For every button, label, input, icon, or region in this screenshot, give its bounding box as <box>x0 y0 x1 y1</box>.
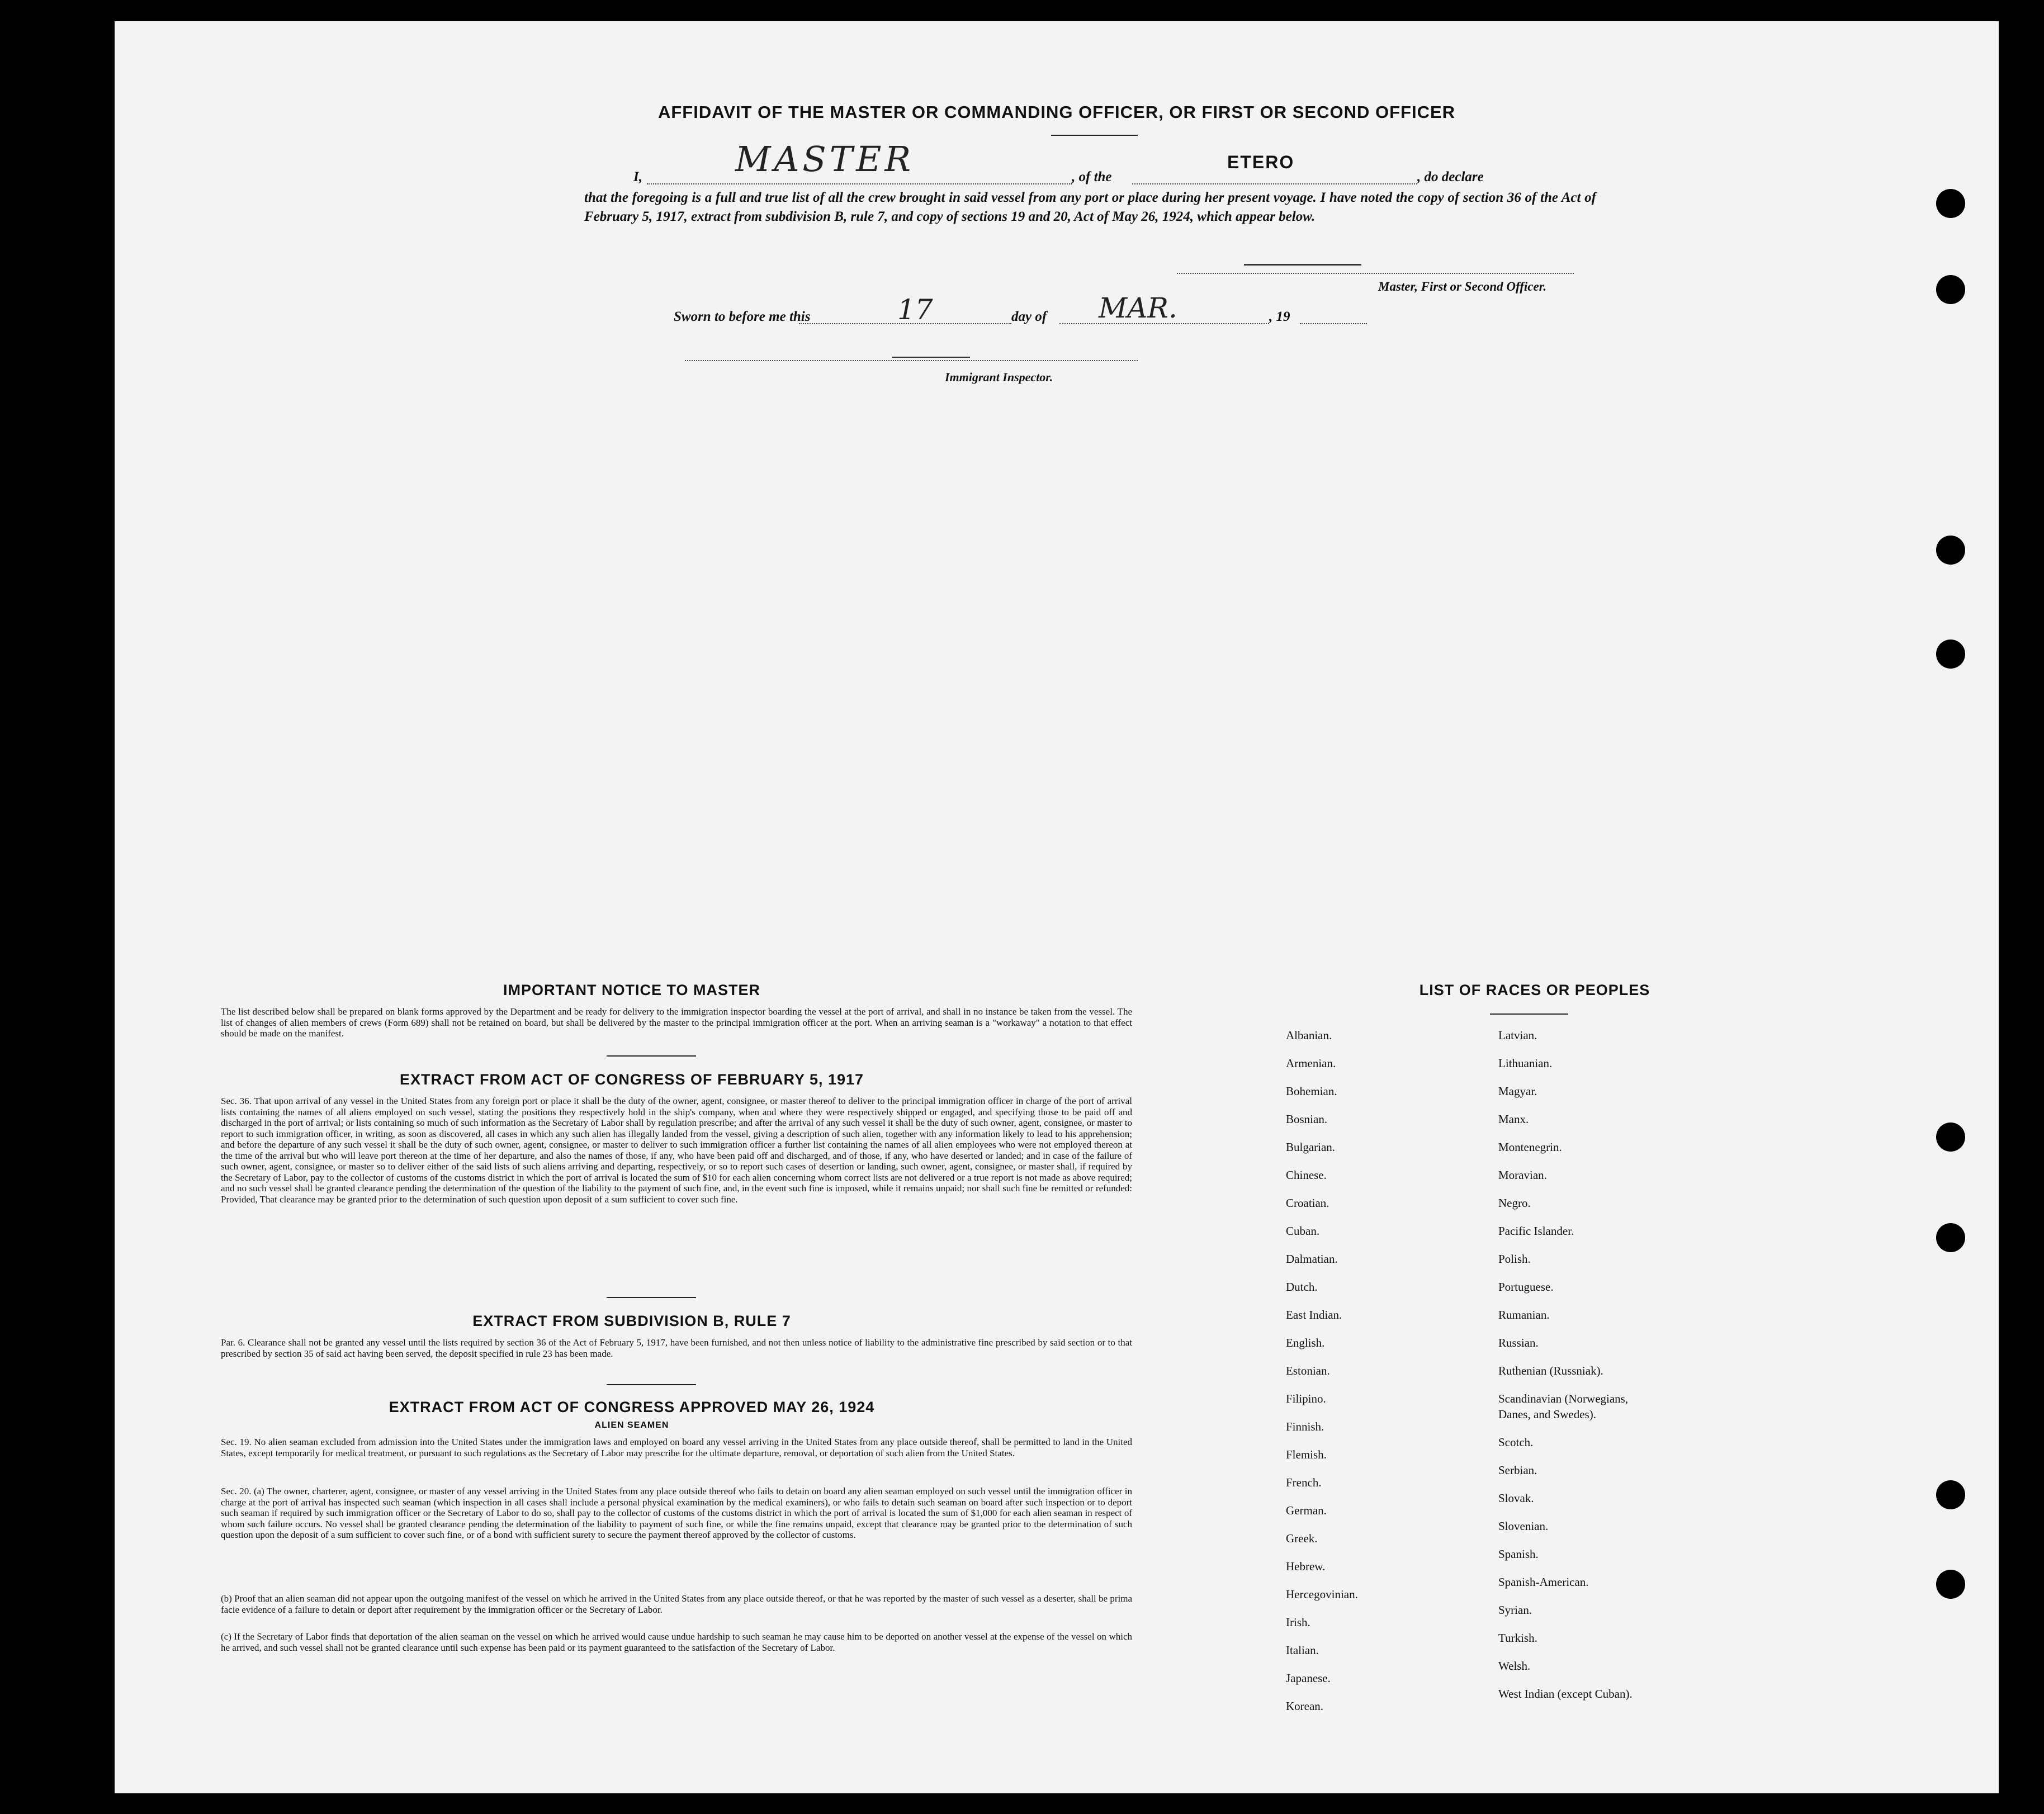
race-item: Welsh. <box>1498 1659 1531 1673</box>
signature-caption: Master, First or Second Officer. <box>1378 280 1547 293</box>
race-item: German. <box>1286 1504 1327 1517</box>
binder-hole <box>1936 275 1965 304</box>
race-item: Croatian. <box>1286 1196 1329 1210</box>
race-item: Negro. <box>1498 1196 1531 1210</box>
section-divider <box>607 1055 696 1057</box>
handwritten-declarant: MASTER <box>735 139 915 179</box>
notice-text: The list described below shall be prepared on blank forms approved by the Department and be ready for delivery to the immigration inspector boarding the vessel at the port of arrival, and shall in no instance be taken from the vessel. The list of changes of alien members of crews (Form 689) shall not be retained on board, but shall be delivered by the master to the principal immigration officer at the port. When an arriving seaman is a "workaway" a notation to that effect should be made on the manifest. <box>221 1006 1132 1039</box>
race-item: Syrian. <box>1498 1603 1532 1617</box>
vessel-stamp: ETERO <box>1227 152 1295 172</box>
officer-signature <box>1244 264 1361 266</box>
race-item: Bohemian. <box>1286 1084 1337 1098</box>
race-item: Turkish. <box>1498 1631 1537 1645</box>
extract-rule7-title: EXTRACT FROM SUBDIVISION B, RULE 7 <box>472 1313 791 1329</box>
race-item: Armenian. <box>1286 1057 1336 1070</box>
vessel-name-line <box>1132 183 1417 184</box>
race-item: Albanian. <box>1286 1029 1332 1042</box>
binder-hole <box>1936 1570 1965 1599</box>
sworn-prefix: Sworn to before me this <box>674 309 811 324</box>
binder-hole <box>1936 1223 1965 1252</box>
race-item: Slovak. <box>1498 1491 1534 1505</box>
binder-hole <box>1936 536 1965 565</box>
race-item: Ruthenian (Russniak). <box>1498 1364 1603 1377</box>
race-item: Lithuanian. <box>1498 1057 1553 1070</box>
race-item: Irish. <box>1286 1616 1310 1629</box>
race-item: Spanish. <box>1498 1547 1539 1561</box>
extract-1924-subtitle: ALIEN SEAMEN <box>594 1420 669 1430</box>
race-item: Rumanian. <box>1498 1308 1550 1322</box>
declaration-body: that the foregoing is a full and true list of all the crew brought in said vessel from any port or place during her present voyage. I have noted the copy of section 36 of the Act of February 5, 1917, extract from subdivision B, rule 7, and copy of sections 19 and 20, Act of May 26, 1924, which appear below. <box>584 190 1596 224</box>
race-item: Korean. <box>1286 1699 1324 1713</box>
race-item: East Indian. <box>1286 1308 1342 1322</box>
declare-suffix: , do declare <box>1417 169 1484 184</box>
race-item: English. <box>1286 1336 1325 1349</box>
race-item: Spanish-American. <box>1498 1575 1589 1589</box>
sworn-year-line <box>1300 323 1367 324</box>
race-item: Dutch. <box>1286 1280 1318 1294</box>
extract-rule7-text: Par. 6. Clearance shall not be granted any vessel until the lists required by section 36 of the Act of February 5, 1917, have been furnished, and not then unless notice of liability to the administrative fine prescribed by said section or to that prescribed by section 35 of said act having been served, the deposit specified in rule 23 has been made. <box>221 1337 1132 1359</box>
races-divider <box>1490 1013 1568 1015</box>
title-divider <box>1051 135 1138 136</box>
extract-1917-text: Sec. 36. That upon arrival of any vessel in the United States from any foreign port or place it shall be the duty of the owner, agent, consignee, or master thereof to deliver to the principal immigration officer in charge of the port of arrival lists containing the names of all aliens employed on such vessel, stating the positions they respectively hold in the ship's company, when and where they were respectively shipped or engaged, and specifying those to be paid off and discharged in the port of arrival; or lists containing so much of such information as the Secretary of Labor shall by regulation prescribe; and after the arrival of any such vessel it shall be the duty of such owner, agent, consignee, or master to report to such immigration officer, in writing, as soon as discovered, all cases in which any such alien has illegally landed from the vessel, giving a description of such alien, together with any information likely to lead to his apprehension; and before the departure of any such vessel it shall be the duty of such owner, agent, consignee, or master to deliver to such immigration officer a further list containing the names of all alien employees who were not employed thereon at the time of the arrival but who will leave port thereon at the time of her departure, and also the names of those, if any, who have been paid off and discharged, and of those, if any, who have deserted or landed; and in case of the failure of such owner, agent, consignee, or master so to deliver either of the said lists of such aliens arriving and departing, respectively, or so to report such cases of desertion or landing, such owner, agent, consignee, or master shall, if required by the Secretary of Labor, pay to the collector of customs of the customs district in which the port of arrival is located the sum of $10 for each alien concerning whom correct lists are not delivered or a true report is not made as above required; and no such vessel shall be granted clearance pending the determination of the question of the liability to the payment of such fine, and, in the event such fine is imposed, while it remains unpaid; nor shall such fine be remitted or refunded: Provided, That clearance may be granted prior to the determination of such question upon deposit of a sum sufficient to cover such fine. <box>221 1096 1132 1205</box>
extract-1924-sec20b: (b) Proof that an alien seaman did not appear upon the outgoing manifest of the vessel on which he arrived in the United States from any place outside thereof, or that he was reported by the master of such vessel as a deserter, shall be prima facie evidence of a failure to detain or deport after requirement by the immigration officer or the Secretary of Labor. <box>221 1593 1132 1615</box>
races-title: LIST OF RACES OR PEOPLES <box>1419 982 1650 998</box>
inspector-signature <box>892 357 970 358</box>
binder-hole <box>1936 189 1965 218</box>
inspector-line <box>685 360 1138 361</box>
race-item: Finnish. <box>1286 1420 1324 1433</box>
affidavit-title: AFFIDAVIT OF THE MASTER OR COMMANDING OFFICER, OR FIRST OR SECOND OFFICER <box>657 102 1456 122</box>
section-divider <box>607 1384 696 1385</box>
race-item: Scandinavian (Norwegians, Danes, and Swedes). <box>1498 1392 1629 1421</box>
race-item: Estonian. <box>1286 1364 1330 1377</box>
binder-hole <box>1936 1480 1965 1509</box>
year-label: , 19 <box>1269 309 1290 324</box>
race-item: Pacific Islander. <box>1498 1224 1574 1238</box>
race-item: Dalmatian. <box>1286 1252 1338 1266</box>
race-item: Cuban. <box>1286 1224 1320 1238</box>
race-item: Slovenian. <box>1498 1519 1549 1533</box>
race-item: Polish. <box>1498 1252 1531 1266</box>
declarant-name-line <box>647 183 1072 184</box>
binder-hole <box>1936 640 1965 669</box>
extract-1917-title: EXTRACT FROM ACT OF CONGRESS OF FEBRUARY 5, 1917 <box>399 1071 864 1088</box>
handwritten-day: 17 <box>897 293 933 326</box>
race-item: Chinese. <box>1286 1168 1327 1182</box>
race-item: Portuguese. <box>1498 1280 1554 1294</box>
race-item: Moravian. <box>1498 1168 1547 1182</box>
race-item: Bosnian. <box>1286 1112 1328 1126</box>
extract-1924-title: EXTRACT FROM ACT OF CONGRESS APPROVED MAY 26, 1924 <box>389 1399 875 1415</box>
race-item: Hercegovinian. <box>1286 1588 1358 1601</box>
race-item: Latvian. <box>1498 1029 1537 1042</box>
extract-1924-sec20a: Sec. 20. (a) The owner, charterer, agent, consignee, or master of any vessel arriving in the United States from any place outside thereof who fails to detain on board any alien seaman employed on such vessel until the immigration officer in charge at the port of arrival has inspected such seaman (which inspection in all cases shall include a personal physical examination by the medical examiners), or who fails to detain such seaman on board after such inspection or to deport such seaman if required by such immigration officer or the Secretary of Labor to do so, shall pay to the collector of customs of the customs district in which the port of arrival is located the sum of $1,000 for each alien seaman in respect of whom such failure occurs. No vessel shall be granted clearance pending the determination of the liability to payment of such fine, or while the fine remains unpaid, except that clearance may be granted prior to the determination of such question upon the deposit of a sum sufficient to cover such fine, or of a bond with sufficient surety to secure the payment thereof approved by the collector of customs. <box>221 1486 1132 1540</box>
race-item: Hebrew. <box>1286 1560 1326 1573</box>
race-item: Japanese. <box>1286 1671 1331 1685</box>
signature-line <box>1177 273 1574 274</box>
race-item: Scotch. <box>1498 1436 1534 1449</box>
inspector-caption: Immigrant Inspector. <box>945 370 1053 384</box>
document-sheet <box>115 21 1999 1793</box>
day-of-label: day of <box>1011 309 1047 324</box>
race-item: Magyar. <box>1498 1084 1537 1098</box>
race-item: Greek. <box>1286 1532 1318 1545</box>
extract-1924-sec19: Sec. 19. No alien seaman excluded from admission into the United States under the immigration laws and employed on board any vessel arriving in the United States from any place outside thereof, shall be permitted to land in the United States, except temporarily for medical treatment, or pursuant to such regulations as the Secretary of Labor may prescribe for the ultimate departure, removal, or deportation of such alien from the United States. <box>221 1437 1132 1458</box>
extract-1924-sec20c: (c) If the Secretary of Labor finds that deportation of the alien seaman on the vessel on which he arrived would cause undue hardship to such seaman he may cause him to be deported on another vessel at the expense of the vessel on which he arrived, and such vessel shall not be granted clearance until such expense has been paid or its payment guaranteed to the satisfaction of the Secretary of Labor. <box>221 1631 1132 1653</box>
race-item: Montenegrin. <box>1498 1140 1562 1154</box>
declarant-prefix: I, <box>633 169 642 184</box>
handwritten-month: MAR. <box>1099 292 1177 324</box>
race-item: Russian. <box>1498 1336 1539 1349</box>
race-item: French. <box>1286 1476 1322 1489</box>
vessel-label: , of the <box>1072 169 1112 184</box>
binder-hole <box>1936 1122 1965 1152</box>
race-item: Bulgarian. <box>1286 1140 1336 1154</box>
race-item: West Indian (except Cuban). <box>1498 1687 1633 1701</box>
notice-title: IMPORTANT NOTICE TO MASTER <box>503 982 760 998</box>
race-item: Italian. <box>1286 1644 1319 1657</box>
section-divider <box>607 1297 696 1298</box>
race-item: Serbian. <box>1498 1463 1537 1477</box>
race-item: Flemish. <box>1286 1448 1327 1461</box>
race-item: Manx. <box>1498 1112 1529 1126</box>
race-item: Filipino. <box>1286 1392 1326 1405</box>
